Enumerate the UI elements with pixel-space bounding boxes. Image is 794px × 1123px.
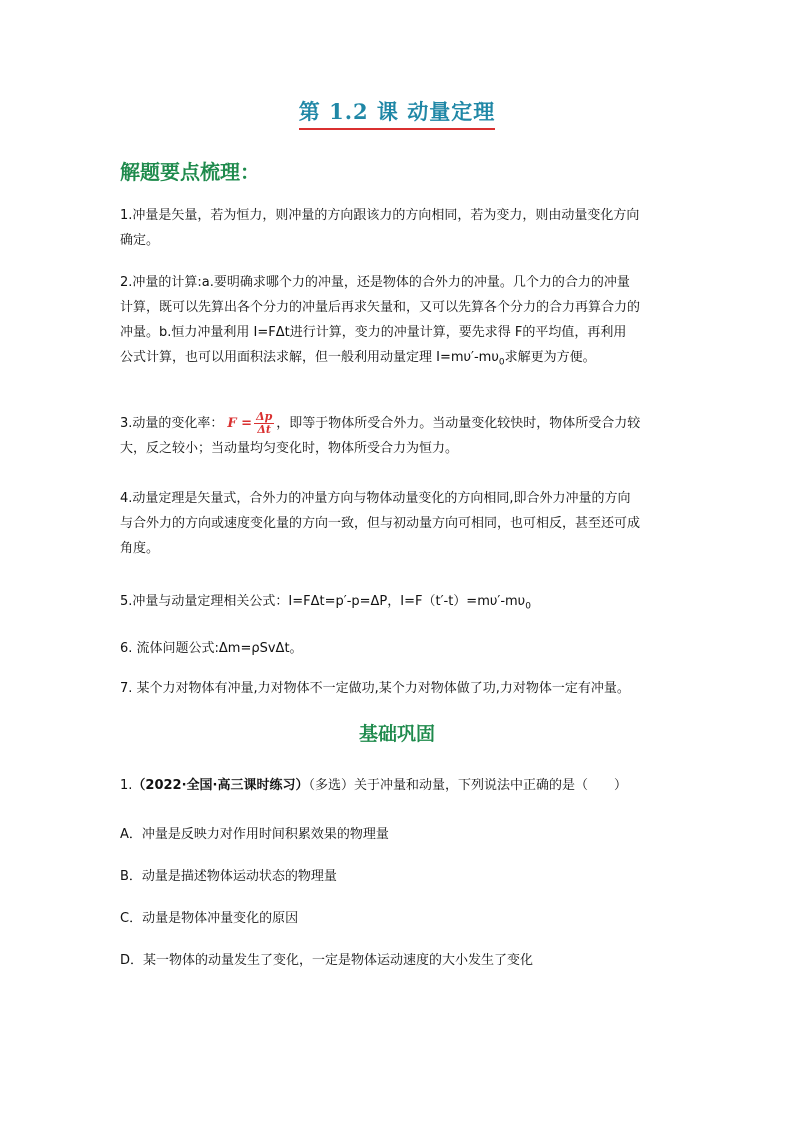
point-5 (120, 589, 680, 620)
point-1-line-2: 确定。 (120, 233, 160, 248)
formula-numerator: Δp (256, 410, 273, 423)
question-1-option-b: B．动量是描述物体运动状态的物理量 (120, 869, 337, 884)
point-4-line-1: 4.动量定理是矢量式，合外力的冲量方向与物体动量变化的方向相同,即合外力冲量的方向 (120, 491, 631, 506)
point-6-line-1: 6. 流体问题公式:Δm=ρSvΔt。 (120, 641, 303, 656)
point-2-line-4-b: 求解更为方便。 (504, 350, 596, 365)
point-3-line-1-b: ，即等于物体所受合外力。当动量变化较快时，物体所受合力较 (276, 416, 641, 431)
formula-force-lhs: F = (227, 416, 253, 431)
point-4-line-3: 角度。 (120, 541, 160, 556)
point-5-line-1 (120, 589, 680, 620)
question-1-text: （多选）关于冲量和动量，下列说法中正确的是（ ） (308, 778, 627, 793)
point-6 (120, 636, 680, 661)
point-4-line-2: 与合外力的方向或速度变化量的方向一致，但与初动量方向可相同，也可相反，甚至还可成 (120, 516, 641, 531)
point-2-line-4 (120, 345, 680, 376)
question-1-number: 1. (120, 778, 133, 793)
question-1-option-a: A．冲量是反映力对作用时间积累效果的物理量 (120, 827, 389, 842)
question-1-stem (120, 776, 690, 796)
page-title-text: 第 1.2 课 动量定理 (299, 96, 495, 130)
point-2-line-1: 2.冲量的计算:a.要明确求哪个力的冲量，还是物体的合外力的冲量。几个力的合力的冲量 (120, 275, 630, 290)
formula-momentum-rate (254, 411, 274, 436)
question-1-option-d: D．某一物体的动量发生了变化，一定是物体运动速度的大小发生了变化 (120, 953, 534, 968)
question-1-option-c: C．动量是物体冲量变化的原因 (120, 911, 299, 926)
point-2-line-2: 计算，既可以先算出各个分力的冲量后再求矢量和，又可以先算各个分力的合力再算合力的 (120, 300, 641, 315)
point-2-line-3: 冲量。b.恒力冲量利用 I=FΔt进行计算，变力的冲量计算，要先求得 F的平均值，再利用 (120, 325, 627, 340)
point-3 (120, 411, 680, 461)
section-heading-key-points: 解题要点梳理： (120, 160, 260, 184)
point-5-line-1-a: 5.冲量与动量定理相关公式：I=FΔt=p′-p=ΔP，I=F（t′-t）=mυ′-mυ (120, 594, 526, 609)
question-1-source: （2022·全国·高三课时练习） (132, 778, 309, 793)
point-1 (120, 203, 680, 253)
point-5-line-1-sub: 0 (525, 601, 531, 612)
point-2-line-4-sub: 0 (498, 357, 505, 368)
point-4 (120, 486, 680, 561)
point-3-line-1-a: 3.动量的变化率： (120, 416, 224, 431)
section-heading-basics: 基础巩固 (358, 723, 435, 745)
point-3-line-1 (120, 411, 680, 436)
point-7 (120, 676, 680, 701)
page-title (0, 96, 794, 130)
point-2-line-4-a: 公式计算，也可以用面积法求解，但一般利用动量定理 I=mυ′-mυ (120, 350, 499, 365)
point-3-line-2: 大，反之较小；当动量均匀变化时，物体所受合力为恒力。 (120, 441, 459, 456)
point-2 (120, 270, 680, 376)
formula-denominator: Δt (257, 423, 271, 436)
point-7-line-1: 7. 某个力对物体有冲量,力对物体不一定做功,某个力对物体做了功,力对物体一定有冲量。 (120, 681, 630, 696)
point-1-line-1: 1.冲量是矢量，若为恒力，则冲量的方向跟该力的方向相同，若为变力，则由动量变化方向 (120, 208, 640, 223)
